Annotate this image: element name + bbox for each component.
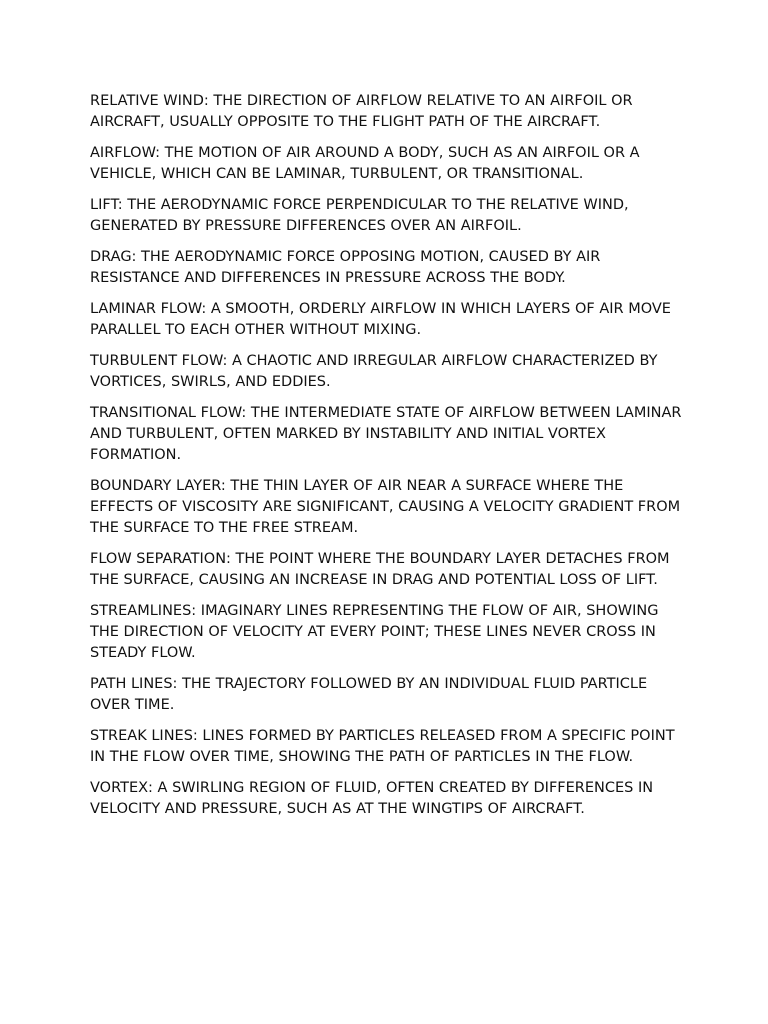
entry-flow-separation: FLOW SEPARATION: THE POINT WHERE THE BOUNDARY LAYER DETACHES FROM THE SURFACE, CAUSING AN INCREASE IN DRAG AND POTENTIAL LOSS OF LIFT.	[90, 551, 670, 588]
entry-drag: DRAG: THE AERODYNAMIC FORCE OPPOSING MOTION, CAUSED BY AIR RESISTANCE AND DIFFERENCES IN PRESSURE ACROSS THE BODY.	[90, 249, 601, 286]
entry-path-lines: PATH LINES: THE TRAJECTORY FOLLOWED BY AN INDIVIDUAL FLUID PARTICLE OVER TIME.	[90, 676, 648, 713]
entry-streamlines: STREAMLINES: IMAGINARY LINES REPRESENTING THE FLOW OF AIR, SHOWING THE DIRECTION OF VELOCITY AT EVERY POINT; THESE LINES NEVER CROSS IN STEADY FLOW.	[90, 603, 659, 661]
entry-transitional-flow: TRANSITIONAL FLOW: THE INTERMEDIATE STATE OF AIRFLOW BETWEEN LAMINAR AND TURBULENT, OFTEN MARKED BY INSTABILITY AND INITIAL VORTEX FORMATION.	[90, 405, 682, 463]
entry-airflow: AIRFLOW: THE MOTION OF AIR AROUND A BODY, SUCH AS AN AIRFOIL OR A VEHICLE, WHICH CAN BE LAMINAR, TURBULENT, OR TRANSITIONAL.	[90, 145, 640, 182]
entry-laminar-flow: LAMINAR FLOW: A SMOOTH, ORDERLY AIRFLOW IN WHICH LAYERS OF AIR MOVE PARALLEL TO EACH OTHER WITHOUT MIXING.	[90, 301, 671, 338]
entry-lift: LIFT: THE AERODYNAMIC FORCE PERPENDICULAR TO THE RELATIVE WIND, GENERATED BY PRESSURE DIFFERENCES OVER AN AIRFOIL.	[90, 197, 629, 234]
glossary-document	[90, 91, 690, 830]
entry-turbulent-flow: TURBULENT FLOW: A CHAOTIC AND IRREGULAR AIRFLOW CHARACTERIZED BY VORTICES, SWIRLS, AND EDDIES.	[90, 353, 658, 390]
entry-streak-lines: STREAK LINES: LINES FORMED BY PARTICLES RELEASED FROM A SPECIFIC POINT IN THE FLOW OVER TIME, SHOWING THE PATH OF PARTICLES IN THE FLOW.	[90, 728, 675, 765]
entry-relative-wind: RELATIVE WIND: THE DIRECTION OF AIRFLOW RELATIVE TO AN AIRFOIL OR AIRCRAFT, USUALLY OPPOSITE TO THE FLIGHT PATH OF THE AIRCRAFT.	[90, 93, 633, 130]
entry-vortex: VORTEX: A SWIRLING REGION OF FLUID, OFTEN CREATED BY DIFFERENCES IN VELOCITY AND PRESSURE, SUCH AS AT THE WINGTIPS OF AIRCRAFT.	[90, 780, 654, 817]
entry-boundary-layer: BOUNDARY LAYER: THE THIN LAYER OF AIR NEAR A SURFACE WHERE THE EFFECTS OF VISCOSITY ARE SIGNIFICANT, CAUSING A VELOCITY GRADIENT FROM THE SURFACE TO THE FREE STREAM.	[90, 478, 681, 536]
